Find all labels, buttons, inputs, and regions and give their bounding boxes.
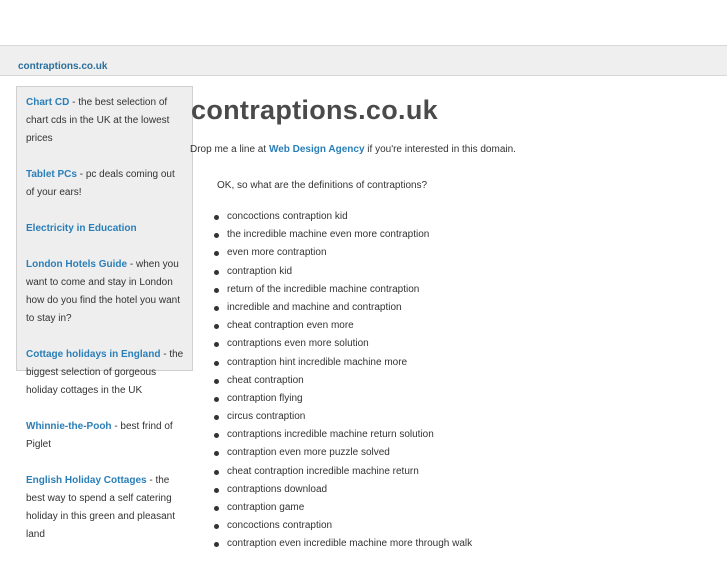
sidebar-desc-whinnie: - best frind of Piglet xyxy=(26,421,173,450)
list-item: even more contraption xyxy=(213,244,472,262)
list-item: circus contraption xyxy=(213,408,472,426)
definitions-question: OK, so what are the definitions of contraptions? xyxy=(217,180,428,191)
definitions-list xyxy=(213,208,472,554)
list-item: contraption kid xyxy=(213,263,472,281)
sidebar-link-whinnie[interactable]: Whinnie-the-Pooh xyxy=(26,421,112,432)
list-item: contraptions even more solution xyxy=(213,335,472,353)
list-item: contraption game xyxy=(213,499,472,517)
list-item: contraption flying xyxy=(213,390,472,408)
sidebar-entry-tablet-pcs xyxy=(26,166,184,202)
sidebar-entry-whinnie xyxy=(26,418,184,454)
intro-after: if you're interested in this domain. xyxy=(364,144,516,155)
list-item: cheat contraption xyxy=(213,372,472,390)
list-item: cheat contraption even more xyxy=(213,317,472,335)
sidebar-desc-london-hotels: - when you want to come and stay in London how do you find the hotel you want to stay in? xyxy=(26,259,180,324)
sidebar-link-london-hotels[interactable]: London Hotels Guide xyxy=(26,259,128,270)
sidebar-desc-english-cottages: - the best way to spend a self catering holiday in this green and pleasant land xyxy=(26,475,175,540)
sidebar-entry-chart-cd xyxy=(26,94,184,148)
list-item: contraptions download xyxy=(213,481,472,499)
sidebar-link-chart-cd[interactable]: Chart CD xyxy=(26,97,70,108)
sidebar-link-tablet-pcs[interactable]: Tablet PCs xyxy=(26,169,77,180)
sidebar-entry-english-cottages xyxy=(26,472,184,544)
sidebar-entry-london-hotels xyxy=(26,256,184,328)
sidebar-entry-electricity xyxy=(26,220,184,238)
top-bar xyxy=(0,45,727,76)
intro-text xyxy=(190,144,516,155)
list-item: contraption even more puzzle solved xyxy=(213,444,472,462)
list-item: cheat contraption incredible machine return xyxy=(213,463,472,481)
sidebar-link-electricity[interactable]: Electricity in Education xyxy=(26,223,137,234)
list-item: contraption hint incredible machine more xyxy=(213,354,472,372)
sidebar-desc-cottage-holidays: - the biggest selection of gorgeous holiday cottages in the UK xyxy=(26,349,184,396)
site-home-link[interactable]: contraptions.co.uk xyxy=(18,61,108,72)
list-item: contraption even incredible machine more through walk xyxy=(213,535,472,553)
list-item: contraptions incredible machine return solution xyxy=(213,426,472,444)
sidebar-desc-tablet-pcs: - pc deals coming out of your ears! xyxy=(26,169,175,198)
sidebar-entry-cottage-holidays xyxy=(26,346,184,400)
sidebar xyxy=(26,94,184,562)
sidebar-link-english-cottages[interactable]: English Holiday Cottages xyxy=(26,475,147,486)
web-design-agency-link[interactable]: Web Design Agency xyxy=(268,144,365,155)
list-item: concoctions contraption xyxy=(213,517,472,535)
list-item: the incredible machine even more contraption xyxy=(213,226,472,244)
list-item: incredible and machine and contraption xyxy=(213,299,472,317)
sidebar-desc-chart-cd: - the best selection of chart cds in the UK at the lowest prices xyxy=(26,97,170,144)
list-item: concoctions contraption kid xyxy=(213,208,472,226)
sidebar-link-cottage-holidays[interactable]: Cottage holidays in England xyxy=(26,349,161,360)
list-item: return of the incredible machine contraption xyxy=(213,281,472,299)
page-title: contraptions.co.uk xyxy=(191,95,438,125)
intro-before: Drop me a line at xyxy=(190,144,269,155)
